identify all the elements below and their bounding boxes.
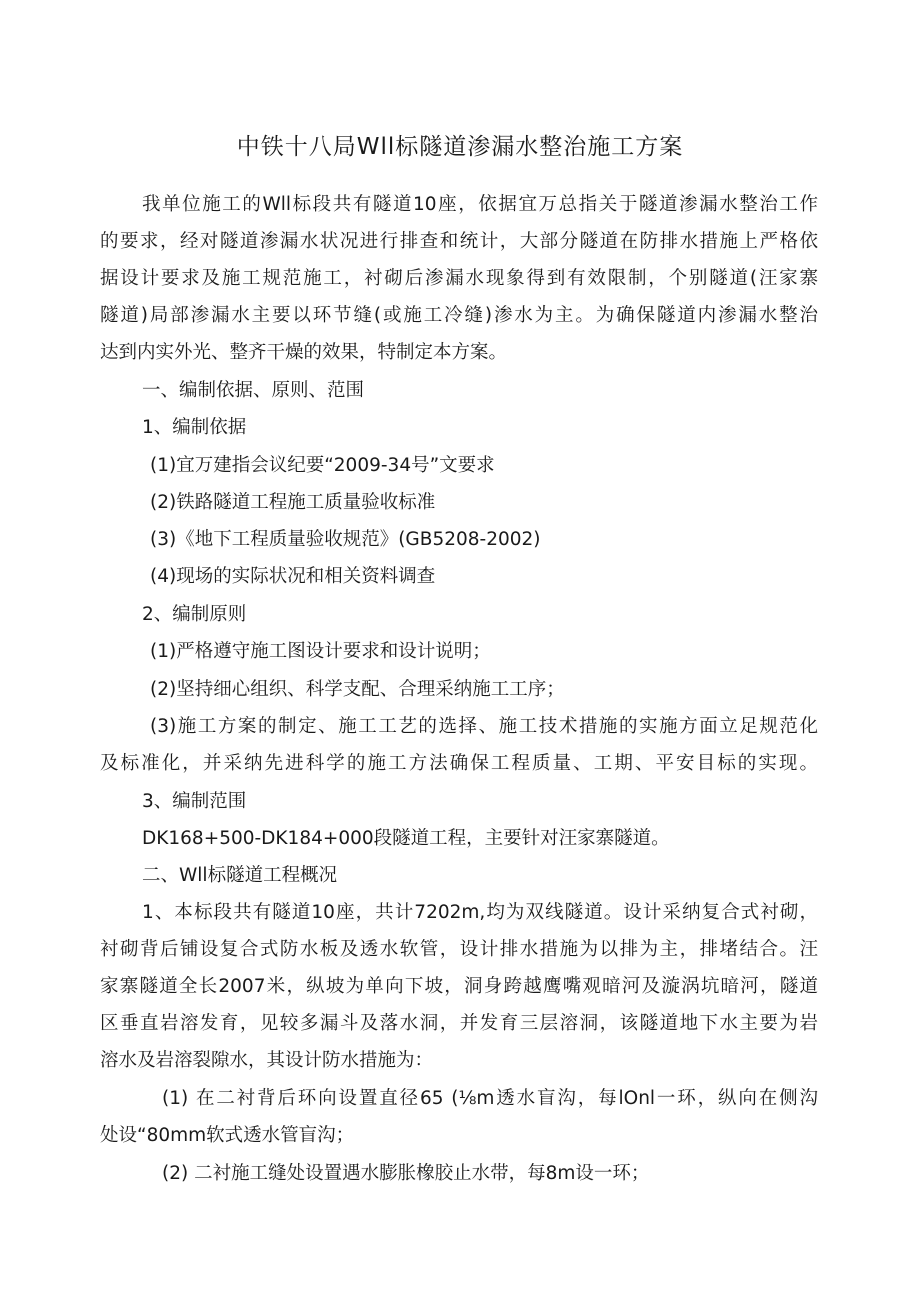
measure-item: (2) 二衬施工缝处设置遇水膨胀橡胶止水带，每8m设一环； [162, 1163, 650, 1184]
intro-line: 据设计要求及施工规范施工，衬砌后渗漏水现象得到有效限制，个别隧道(汪家寨 [100, 268, 818, 289]
overview-line: 区垂直岩溶发育，见较多漏斗及落水洞，并发育三层溶洞，该隧道地下水主要为岩 [100, 1013, 818, 1034]
list-item-continuation: 及标准化，并采纳先进科学的施工方法确保工程质量、工期、平安目标的实现。 [100, 753, 818, 774]
section-heading: 二、Wll标隧道工程概况 [142, 865, 338, 886]
list-item: (1)严格遵守施工图设计要求和设计说明； [150, 641, 491, 662]
list-item: (2)铁路隧道工程施工质量验收标准 [150, 492, 436, 513]
intro-line: 达到内实外光、整齐干燥的效果，特制定本方案。 [100, 342, 508, 363]
subsection-heading: 3、编制范围 [142, 791, 247, 812]
intro-line: 我单位施工的Wll标段共有隧道10座，依据宜万总指关于隧道渗漏水整治工作 [142, 194, 818, 215]
list-item: (3)施工方案的制定、施工工艺的选择、施工技术措施的实施方面立足规范化 [150, 716, 818, 737]
intro-line: 隧道)局部渗漏水主要以环节缝(或施工冷缝)渗水为主。为确保隧道内渗漏水整治 [100, 305, 818, 326]
intro-line: 的要求，经对隧道渗漏水状况进行排查和统计，大部分隧道在防排水措施上严格依 [100, 231, 818, 252]
list-item: (3)《地下工程质量验收规范》(GB5208-2002) [150, 529, 541, 550]
document-title: 中铁十八局Wll标隧道渗漏水整治施工方案 [236, 134, 684, 160]
list-item: (2)坚持细心组织、科学支配、合理采纳施工工序； [150, 679, 565, 700]
subsection-heading: 2、编制原则 [142, 604, 247, 625]
scope-text: DK168+500-DK184+000段隧道工程，主要针对汪家寨隧道。 [142, 828, 670, 849]
overview-line: 溶水及岩溶裂隙水，其设计防水措施为： [100, 1050, 434, 1071]
list-item: (4)现场的实际状况和相关资料调查 [150, 566, 436, 587]
overview-line: 1、本标段共有隧道10座，共计7202m,均为双线隧道。设计采纳复合式衬砌， [142, 902, 818, 923]
measure-item: (1) 在二衬背后环向设置直径65 (⅛m透水盲沟，每lOnl一环，纵向在侧沟 [162, 1088, 818, 1109]
measure-item-continuation: 处设“80mm软式透水管盲沟； [100, 1125, 355, 1146]
subsection-heading: 1、编制依据 [142, 417, 247, 438]
section-heading: 一、编制依据、原则、范围 [142, 380, 365, 401]
overview-line: 衬砌背后铺设复合式防水板及透水软管，设计排水措施为以排为主，排堵结合。汪 [100, 939, 818, 960]
list-item: (1)宜万建指会议纪要“2009-34号”文要求 [150, 455, 495, 476]
overview-line: 家寨隧道全长2007米，纵坡为单向下坡，洞身跨越鹰嘴观暗河及漩涡坑暗河，隧道 [100, 976, 818, 997]
